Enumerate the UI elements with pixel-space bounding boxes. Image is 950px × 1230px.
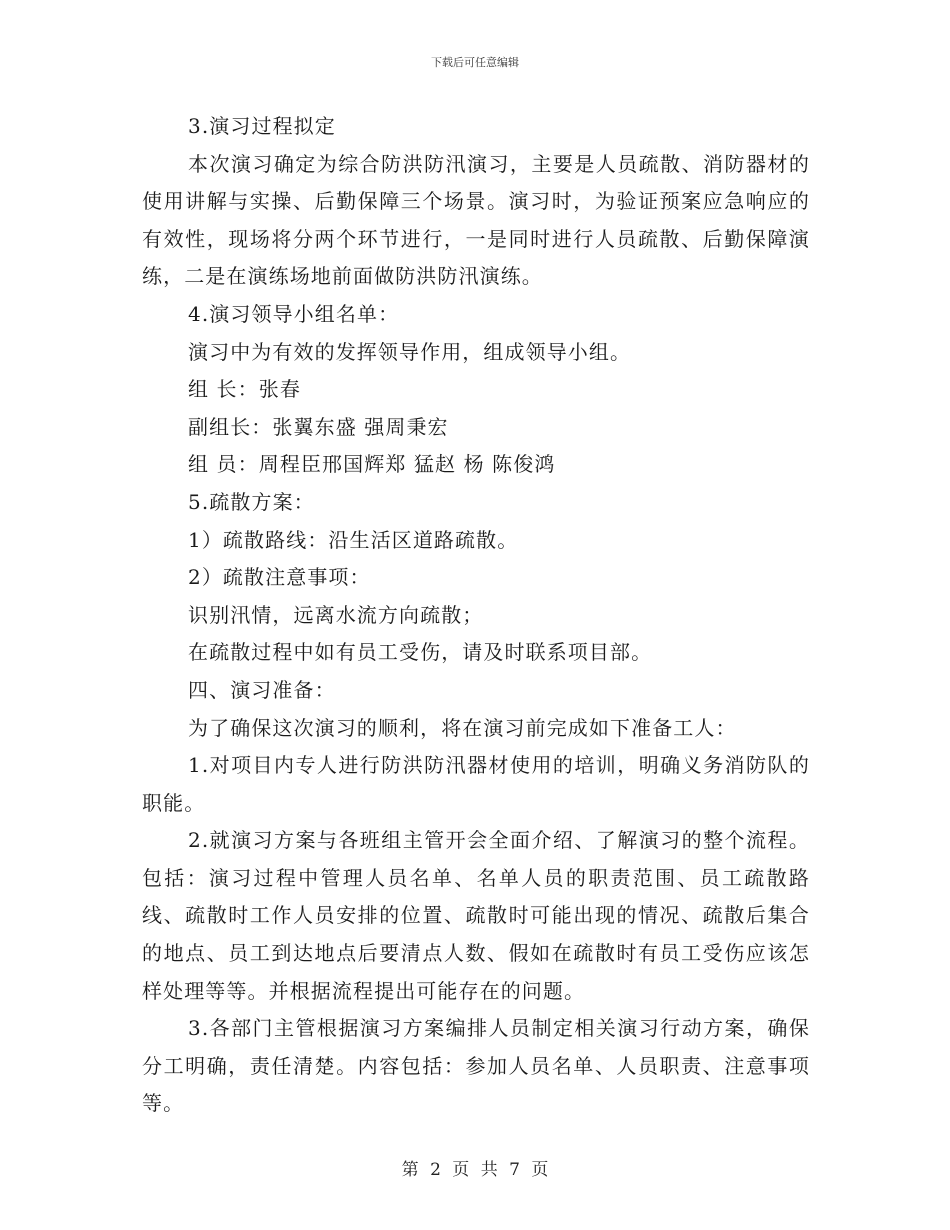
preparation-intro: 为了确保这次演习的顺利，将在演习前完成如下准备工人： xyxy=(188,715,737,740)
page-header: 下载后可任意编辑 xyxy=(431,56,519,69)
evacuation-route: 1）疏散路线：沿生活区道路疏散。 xyxy=(188,527,519,552)
preparation-item-3: 3.各部门主管根据演习方案编排人员制定相关演习行动方案，确保分工明确，责任清楚。内容包括：参加人员名单、人员职责、注意事项等。 xyxy=(142,1016,810,1116)
members-line: 组 员：周程臣邢国辉郑 猛赵 杨 陈俊鸿 xyxy=(188,452,556,477)
section-heading-leadership: 4.演习领导小组名单： xyxy=(188,301,400,326)
section-heading-evacuation: 5.疏散方案： xyxy=(188,489,315,514)
evacuation-note-1: 识别汛情，远离水流方向疏散； xyxy=(188,602,484,627)
document-body xyxy=(142,108,810,1123)
leader-line: 组 长：张春 xyxy=(188,377,301,402)
preparation-item-1: 1.对项目内专人进行防洪防汛器材使用的培训，明确义务消防队的职能。 xyxy=(142,753,810,815)
paragraph-drill-overview: 本次演习确定为综合防洪防汛演习，主要是人员疏散、消防器材的使用讲解与实操、后勤保障三个场景。演习时，为验证预案应急响应的有效性，现场将分两个环节进行，一是同时进行人员疏散、后勤保障演练，二是在演练场地前面做防洪防汛演练。 xyxy=(142,151,810,289)
section-heading-drill-process: 3.演习过程拟定 xyxy=(188,114,336,138)
deputy-leader-line: 副组长：张翼东盛 强周秉宏 xyxy=(188,414,449,439)
paragraph-leadership-intro: 演习中为有效的发挥领导作用，组成领导小组。 xyxy=(188,339,632,364)
page-number: 第 2 页 共 7 页 xyxy=(401,1160,549,1180)
preparation-item-2: 2.就演习方案与各班组主管开会全面介绍、了解演习的整个流程。包括：演习过程中管理人员名单、名单人员的职责范围、员工疏散路线、疏散时工作人员安排的位置、疏散时可能出现的情况、疏散后集合的地点、员工到达地点后要清点人数、假如在疏散时有员工受伤应该怎样处理等等。并根据流程提出可能存在的问题。 xyxy=(142,828,810,1003)
evacuation-notes-heading: 2）疏散注意事项： xyxy=(188,565,371,590)
evacuation-note-2: 在疏散过程中如有员工受伤，请及时联系项目部。 xyxy=(188,640,653,665)
section-heading-preparation: 四、演习准备： xyxy=(188,677,336,702)
